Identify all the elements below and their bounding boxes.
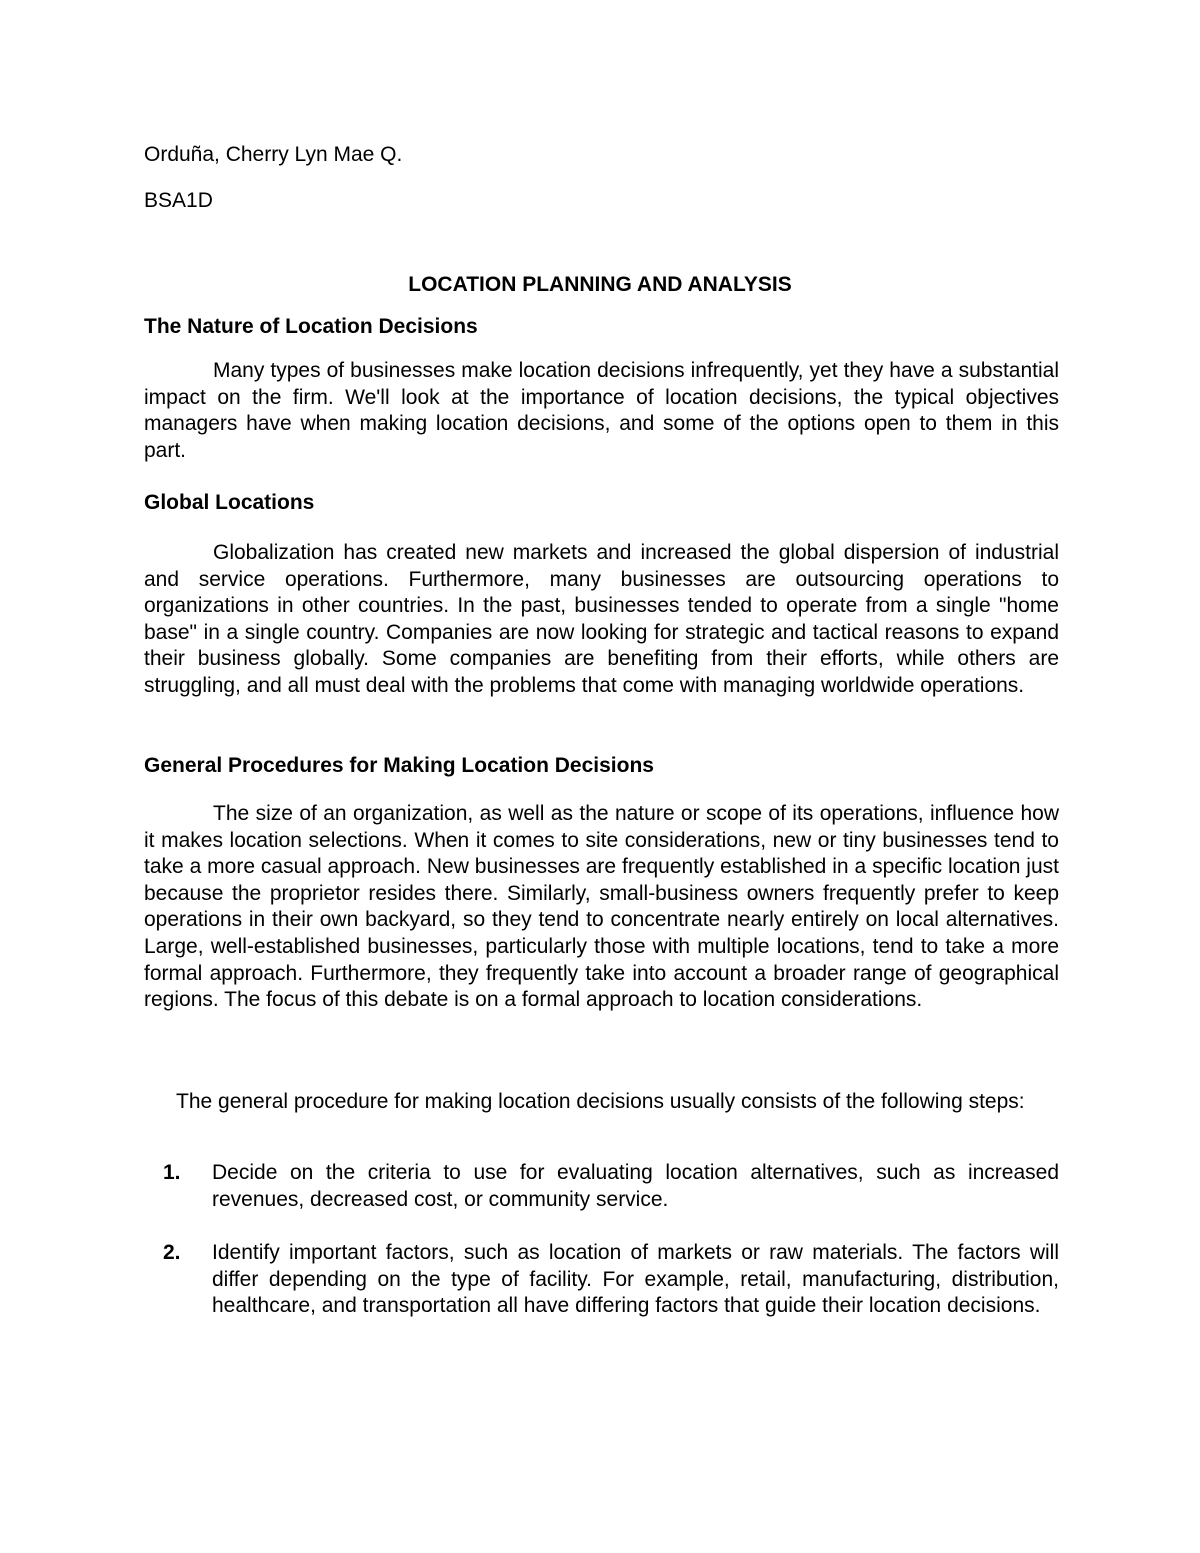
list-item-number: 1. bbox=[163, 1161, 181, 1184]
list-item-text: Identify important factors, such as location of markets or raw materials. The factors will differ depending on the type of facility. For example, retail, manufacturing, distribution, healthcare, and transportation all have differing factors that guide their location decisions. bbox=[212, 1241, 1059, 1318]
list-item-number: 2. bbox=[163, 1241, 181, 1264]
author-name: Orduña, Cherry Lyn Mae Q. bbox=[144, 143, 403, 166]
section-heading: General Procedures for Making Location Decisions bbox=[144, 754, 654, 777]
section-paragraph: The size of an organization, as well as the nature or scope of its operations, influence how it makes location selections. When it comes to site considerations, new or tiny businesses tend to take a more casual approach. New businesses are frequently established in a specific location just because the proprietor resides there. Similarly, small-business owners frequently prefer to keep operations in their own backyard, so they tend to concentrate nearly entirely on local alternatives. Large, well-established businesses, particularly those with multiple locations, tend to take a more formal approach. Furthermore, they frequently take into account a broader range of geographical regions. The focus of this debate is on a formal approach to location considerations. bbox=[144, 802, 1059, 1012]
section-heading: Global Locations bbox=[144, 491, 315, 514]
section-paragraph: Many types of businesses make location decisions infrequently, yet they have a substantial impact on the firm. We'll look at the importance of location decisions, the typical objectives managers have when making location decisions, and some of the options open to them in this part. bbox=[144, 359, 1059, 462]
list-item-text: Decide on the criteria to use for evaluating location alternatives, such as increased revenues, decreased cost, or community service. bbox=[212, 1161, 1059, 1211]
class-section: BSA1D bbox=[144, 189, 213, 212]
steps-intro: The general procedure for making location decisions usually consists of the following steps: bbox=[176, 1090, 1025, 1113]
section-heading: The Nature of Location Decisions bbox=[144, 315, 478, 338]
document-title: LOCATION PLANNING AND ANALYSIS bbox=[408, 273, 792, 296]
section-paragraph: Globalization has created new markets and increased the global dispersion of industrial and service operations. Furthermore, many businesses are outsourcing operations to organizations in other countries. In the past, businesses tended to operate from a single "home base" in a single country. Companies are now looking for strategic and tactical reasons to expand their business globally. Some companies are benefiting from their efforts, while others are struggling, and all must deal with the problems that come with managing worldwide operations. bbox=[144, 541, 1059, 697]
